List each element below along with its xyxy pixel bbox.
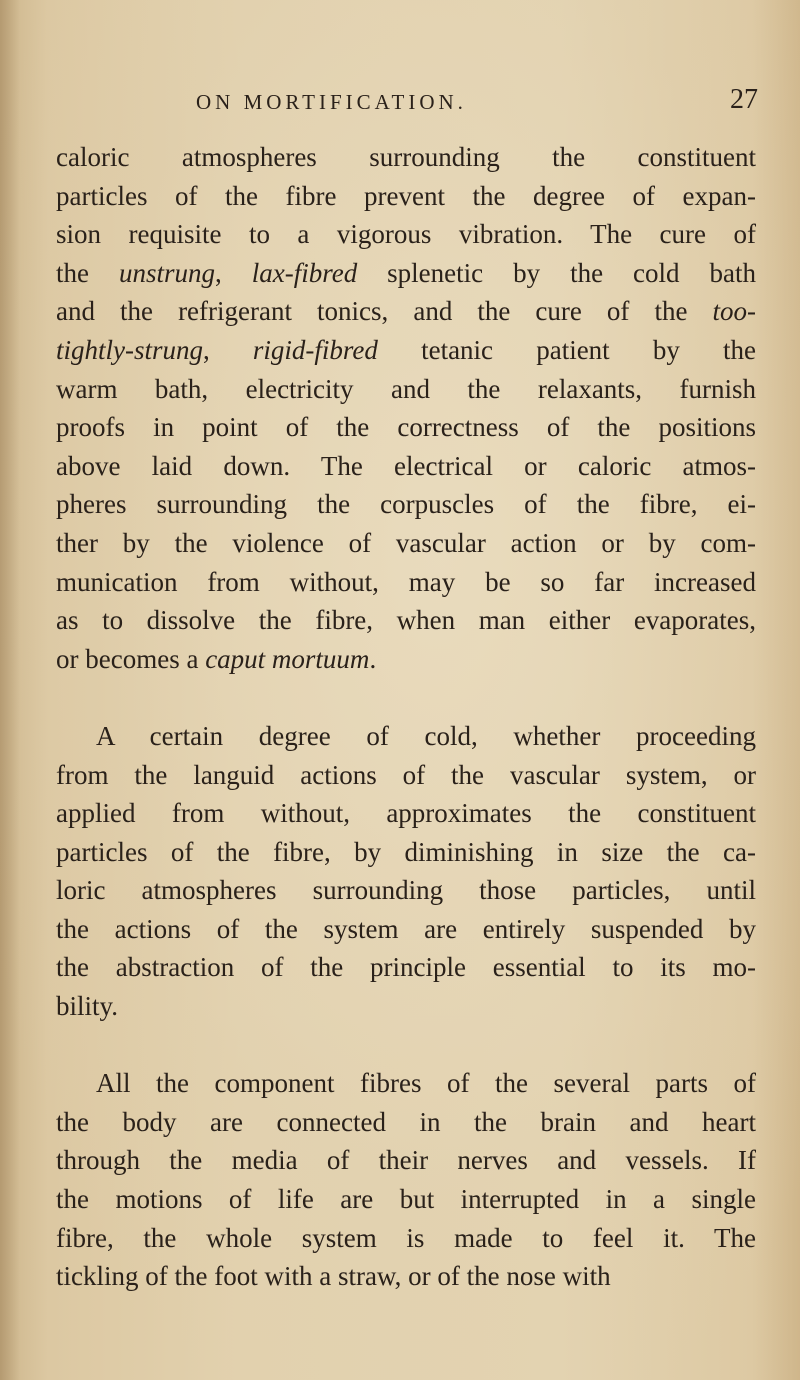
page-number: 27 [730,84,758,115]
text-line [56,1180,756,1219]
text-run: ther by the violence of vascular action or by com- [56,527,756,558]
text-run: proofs in point of the correctness of the positions [56,412,756,443]
text-line [56,138,756,177]
italic-run: rigid-fibred [252,334,378,365]
text-run: bility. [56,991,119,1022]
text-run: . [369,643,377,674]
text-line [56,987,756,1026]
paragraph-gap [56,678,756,717]
text-line [56,563,756,602]
text-line [56,640,756,679]
text-line [56,1064,756,1103]
italic-run: caput mortuum [205,643,370,674]
paragraph [56,1064,756,1296]
text-run: fibre, the whole system is made to feel it. The [56,1222,756,1253]
text-line [56,717,756,756]
paragraph-gap [56,1026,756,1065]
italic-run: unstrung [118,257,215,288]
text-run: warm bath, electricity and the relaxants, furnish [56,373,756,404]
paragraph [56,717,756,1026]
paragraph [56,138,756,678]
text-line [56,1103,756,1142]
text-run: A certain degree of cold, whether proceeding [96,720,756,751]
text-run: sion requisite to a vigorous vibration. The cure of [56,219,756,250]
text-line [56,1141,756,1180]
text-line [56,447,756,486]
text-run: as to dissolve the fibre, when man either evaporates, [56,605,756,636]
text-line [56,833,756,872]
text-run: loric atmospheres surrounding those particles, until [56,875,756,906]
italic-run: tightly-strung [56,334,203,365]
text-run: and the refrigerant tonics, and the cure of the [56,296,713,327]
text-line [56,408,756,447]
text-line [56,292,756,331]
text-line [56,871,756,910]
text-run: All the component fibres of the several parts of [96,1068,756,1099]
italic-run: lax-fibred [251,257,358,288]
text-run: tickling of the foot with a straw, or of the nose with [56,1261,611,1292]
text-run: pheres surrounding the corpuscles of the fibre, ei- [56,489,756,520]
text-run: above laid down. The electrical or caloric atmos- [56,450,756,481]
text-run: the motions of life are but interrupted in a single [56,1184,756,1215]
text-run: particles of the fibre, by diminishing in size the ca- [56,836,756,867]
text-line [56,794,756,833]
text-line [56,485,756,524]
text-line [56,254,756,293]
text-run: or becomes a [56,643,206,674]
text-run: caloric atmospheres surrounding the constituent [56,142,756,172]
text-run: , [203,334,253,365]
text-run: particles of the fibre prevent the degree of expan- [56,180,756,211]
text-line [56,1257,756,1296]
italic-run: too- [712,296,756,327]
text-line [56,1219,756,1258]
text-run: through the media of their nerves and vessels. If [56,1145,756,1176]
text-run: the abstraction of the principle essential to its mo- [56,952,756,983]
text-line [56,215,756,254]
text-line [56,910,756,949]
text-line [56,524,756,563]
text-line [56,756,756,795]
text-run: tetanic patient by the [377,334,756,365]
text-line [56,370,756,409]
text-run: munication from without, may be so far increased [56,566,756,597]
text-run: from the languid actions of the vascular system, or [56,759,756,790]
text-line [56,177,756,216]
body-text [56,138,756,1296]
text-line [56,601,756,640]
text-line [56,948,756,987]
text-run: the [56,257,119,288]
running-head [0,84,800,124]
running-title: ON MORTIFICATION. [196,90,467,114]
text-run: splenetic by the cold bath [357,257,756,288]
text-line [56,331,756,370]
text-run: , [215,257,252,288]
text-run: the body are connected in the brain and heart [56,1106,756,1137]
text-run: applied from without, approximates the constituent [56,798,756,829]
text-run: the actions of the system are entirely suspended by [56,913,756,944]
